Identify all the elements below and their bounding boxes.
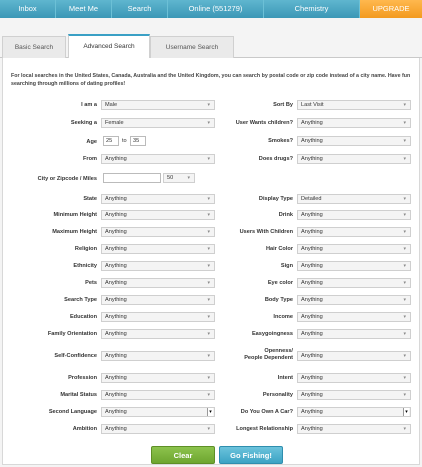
eye-color-label: Eye color bbox=[267, 280, 293, 286]
users-with-children-value: Anything bbox=[301, 229, 323, 235]
maximum-height-label: Maximum Height bbox=[52, 229, 97, 235]
nav-upgrade[interactable]: UPGRADE bbox=[360, 0, 422, 18]
chevron-down-icon: ▾ bbox=[207, 229, 210, 235]
second-language-label: Second Language bbox=[48, 409, 97, 415]
smokes-value: Anything bbox=[301, 138, 323, 144]
openness-label: Openness/ People Dependent bbox=[244, 348, 293, 361]
sort-by-select[interactable] bbox=[297, 100, 411, 110]
openness-value: Anything bbox=[301, 353, 323, 359]
income-select[interactable] bbox=[297, 312, 411, 322]
search-tabs bbox=[0, 34, 422, 58]
easygoingness-value: Anything bbox=[301, 331, 323, 337]
body-type-label: Body Type bbox=[264, 297, 293, 303]
chevron-down-icon: ▾ bbox=[403, 102, 406, 108]
seeking-a-label: Seeking a bbox=[70, 120, 97, 126]
ethnicity-value: Anything bbox=[105, 263, 127, 269]
age-to-label: to bbox=[122, 138, 127, 144]
chevron-down-icon: ▾ bbox=[403, 246, 406, 252]
chevron-down-icon: ▾ bbox=[207, 102, 210, 108]
sign-label: Sign bbox=[280, 263, 293, 269]
second-language-value: Anything bbox=[105, 409, 127, 415]
family-orientation-value: Anything bbox=[105, 331, 127, 337]
chevron-down-icon: ▾ bbox=[403, 212, 406, 218]
family-orientation-label: Family Orientation bbox=[47, 331, 97, 337]
advanced-search-panel bbox=[2, 58, 420, 465]
chevron-down-icon: ▾ bbox=[403, 138, 406, 144]
chevron-down-icon: ▾ bbox=[403, 426, 406, 432]
smokes-label: Smokes? bbox=[268, 138, 293, 144]
chevron-down-icon: ▾ bbox=[207, 331, 210, 337]
maximum-height-value: Anything bbox=[105, 229, 127, 235]
chevron-down-icon: ▾ bbox=[207, 408, 213, 416]
ambition-value: Anything bbox=[105, 426, 127, 432]
i-am-a-select[interactable] bbox=[101, 100, 215, 110]
drink-value: Anything bbox=[301, 212, 323, 218]
chevron-down-icon: ▾ bbox=[403, 263, 406, 269]
user-wants-children-value: Anything bbox=[301, 120, 323, 126]
minimum-height-select[interactable] bbox=[101, 210, 215, 220]
chevron-down-icon: ▾ bbox=[403, 156, 406, 162]
age-label: Age bbox=[86, 139, 97, 145]
chevron-down-icon: ▾ bbox=[207, 196, 210, 202]
education-select[interactable] bbox=[101, 312, 215, 322]
chevron-down-icon: ▾ bbox=[403, 280, 406, 286]
chevron-down-icon: ▾ bbox=[207, 353, 210, 359]
marital-status-value: Anything bbox=[105, 392, 127, 398]
chevron-down-icon: ▾ bbox=[403, 392, 406, 398]
marital-status-select[interactable] bbox=[101, 390, 215, 400]
religion-label: Religion bbox=[74, 246, 97, 252]
chevron-down-icon: ▾ bbox=[403, 229, 406, 235]
chevron-down-icon: ▾ bbox=[207, 392, 210, 398]
chevron-down-icon: ▾ bbox=[207, 120, 210, 126]
longest-relationship-select[interactable] bbox=[297, 424, 411, 434]
tab-basic-search[interactable]: Basic Search bbox=[2, 36, 66, 58]
nav-inbox[interactable]: Inbox bbox=[0, 0, 56, 18]
display-type-label: Display Type bbox=[258, 196, 293, 202]
pets-select[interactable] bbox=[101, 278, 215, 288]
age-min-input[interactable]: 25 bbox=[103, 136, 119, 146]
marital-status-label: Marital Status bbox=[60, 392, 97, 398]
city-zip-label: City or Zipcode / Miles bbox=[37, 176, 97, 182]
drink-select[interactable] bbox=[297, 210, 411, 220]
maximum-height-select[interactable] bbox=[101, 227, 215, 237]
chevron-down-icon: ▾ bbox=[403, 408, 409, 416]
i-am-a-label: I am a bbox=[81, 102, 97, 108]
chevron-down-icon: ▾ bbox=[207, 156, 210, 162]
chevron-down-icon: ▾ bbox=[207, 263, 210, 269]
chevron-down-icon: ▾ bbox=[207, 297, 210, 303]
city-zip-input[interactable] bbox=[103, 173, 161, 183]
ethnicity-select[interactable] bbox=[101, 261, 215, 271]
self-confidence-value: Anything bbox=[105, 353, 127, 359]
do-you-own-a-car-select[interactable] bbox=[297, 407, 411, 417]
profession-select[interactable] bbox=[101, 373, 215, 383]
ambition-label: Ambition bbox=[72, 426, 97, 432]
chevron-down-icon: ▾ bbox=[403, 297, 406, 303]
personality-label: Personality bbox=[262, 392, 293, 398]
chevron-down-icon: ▾ bbox=[403, 375, 406, 381]
personality-value: Anything bbox=[301, 392, 323, 398]
education-label: Education bbox=[69, 314, 97, 320]
users-with-children-label: Users With Children bbox=[239, 229, 293, 235]
family-orientation-select[interactable] bbox=[101, 329, 215, 339]
intent-select[interactable] bbox=[297, 373, 411, 383]
education-value: Anything bbox=[105, 314, 127, 320]
chevron-down-icon: ▾ bbox=[207, 246, 210, 252]
pets-value: Anything bbox=[105, 280, 127, 286]
hair-color-select[interactable] bbox=[297, 244, 411, 254]
chevron-down-icon: ▾ bbox=[403, 196, 406, 202]
intent-value: Anything bbox=[301, 375, 323, 381]
longest-relationship-label: Longest Relationship bbox=[236, 426, 293, 432]
state-value: Anything bbox=[105, 196, 127, 202]
pets-label: Pets bbox=[85, 280, 97, 286]
chevron-down-icon: ▾ bbox=[403, 331, 406, 337]
profession-value: Anything bbox=[105, 375, 127, 381]
miles-select[interactable] bbox=[163, 173, 195, 183]
seeking-a-select[interactable] bbox=[101, 118, 215, 128]
state-label: State bbox=[83, 196, 97, 202]
top-navigation bbox=[0, 0, 422, 18]
income-value: Anything bbox=[301, 314, 323, 320]
easygoingness-label: Easygoingness bbox=[251, 331, 293, 337]
seeking-a-value: Female bbox=[105, 120, 124, 126]
profession-label: Profession bbox=[68, 375, 97, 381]
hair-color-value: Anything bbox=[301, 246, 323, 252]
does-drugs-value: Anything bbox=[301, 156, 323, 162]
display-type-value: Detailed bbox=[301, 196, 322, 202]
chevron-down-icon: ▾ bbox=[187, 175, 190, 181]
users-with-children-select[interactable] bbox=[297, 227, 411, 237]
body-type-select[interactable] bbox=[297, 295, 411, 305]
miles-value: 50 bbox=[167, 175, 174, 181]
i-am-a-value: Male bbox=[105, 102, 118, 108]
display-type-select[interactable] bbox=[297, 194, 411, 204]
nav-online[interactable]: Online (551279) bbox=[168, 0, 264, 18]
personality-select[interactable] bbox=[297, 390, 411, 400]
self-confidence-select[interactable] bbox=[101, 351, 215, 361]
sort-by-value: Last Visit bbox=[301, 102, 324, 108]
nav-chemistry[interactable]: Chemistry bbox=[264, 0, 360, 18]
from-value: Anything bbox=[105, 156, 127, 162]
clear-button[interactable]: Clear bbox=[151, 446, 215, 464]
search-type-label: Search Type bbox=[64, 297, 97, 303]
from-select[interactable] bbox=[101, 154, 215, 164]
sign-value: Anything bbox=[301, 263, 323, 269]
does-drugs-label: Does drugs? bbox=[258, 156, 293, 162]
self-confidence-label: Self-Confidence bbox=[54, 353, 97, 359]
chevron-down-icon: ▾ bbox=[403, 353, 406, 359]
chevron-down-icon: ▾ bbox=[207, 426, 210, 432]
age-max-input[interactable]: 35 bbox=[130, 136, 146, 146]
state-select[interactable] bbox=[101, 194, 215, 204]
nav-meet-me[interactable]: Meet Me bbox=[56, 0, 112, 18]
easygoingness-select[interactable] bbox=[297, 329, 411, 339]
search-type-select[interactable] bbox=[101, 295, 215, 305]
minimum-height-value: Anything bbox=[105, 212, 127, 218]
chevron-down-icon: ▾ bbox=[207, 375, 210, 381]
intent-label: Intent bbox=[277, 375, 293, 381]
body-type-value: Anything bbox=[301, 297, 323, 303]
do-you-own-a-car-value: Anything bbox=[301, 409, 323, 415]
ethnicity-label: Ethnicity bbox=[73, 263, 97, 269]
eye-color-select[interactable] bbox=[297, 278, 411, 288]
minimum-height-label: Minimum Height bbox=[53, 212, 97, 218]
eye-color-value: Anything bbox=[301, 280, 323, 286]
ambition-select[interactable] bbox=[101, 424, 215, 434]
smokes-select[interactable] bbox=[297, 136, 411, 146]
income-label: Income bbox=[273, 314, 293, 320]
does-drugs-select[interactable] bbox=[297, 154, 411, 164]
chevron-down-icon: ▾ bbox=[403, 120, 406, 126]
user-wants-children-select[interactable] bbox=[297, 118, 411, 128]
from-label: From bbox=[83, 156, 97, 162]
sort-by-label: Sort By bbox=[273, 102, 293, 108]
second-language-select[interactable] bbox=[101, 407, 215, 417]
do-you-own-a-car-label: Do You Own A Car? bbox=[240, 409, 293, 415]
hair-color-label: Hair Color bbox=[265, 246, 293, 252]
drink-label: Drink bbox=[278, 212, 293, 218]
tab-username-search[interactable]: Username Search bbox=[150, 36, 234, 58]
chevron-down-icon: ▾ bbox=[207, 314, 210, 320]
sign-select[interactable] bbox=[297, 261, 411, 271]
intro-text: For local searches in the United States, Canada, Australia and the United Kingdom, you can search by postal code or zip code instead of a city name. Have fun searching through millions of dating profiles! bbox=[11, 73, 411, 87]
openness-select[interactable] bbox=[297, 351, 411, 361]
go-fishing-button[interactable]: Go Fishing! bbox=[219, 446, 283, 464]
chevron-down-icon: ▾ bbox=[403, 314, 406, 320]
user-wants-children-label: User Wants children? bbox=[235, 120, 293, 126]
longest-relationship-value: Anything bbox=[301, 426, 323, 432]
nav-search[interactable]: Search bbox=[112, 0, 168, 18]
chevron-down-icon: ▾ bbox=[207, 212, 210, 218]
chevron-down-icon: ▾ bbox=[207, 280, 210, 286]
religion-value: Anything bbox=[105, 246, 127, 252]
religion-select[interactable] bbox=[101, 244, 215, 254]
tab-advanced-search[interactable]: Advanced Search bbox=[68, 34, 150, 59]
search-type-value: Anything bbox=[105, 297, 127, 303]
